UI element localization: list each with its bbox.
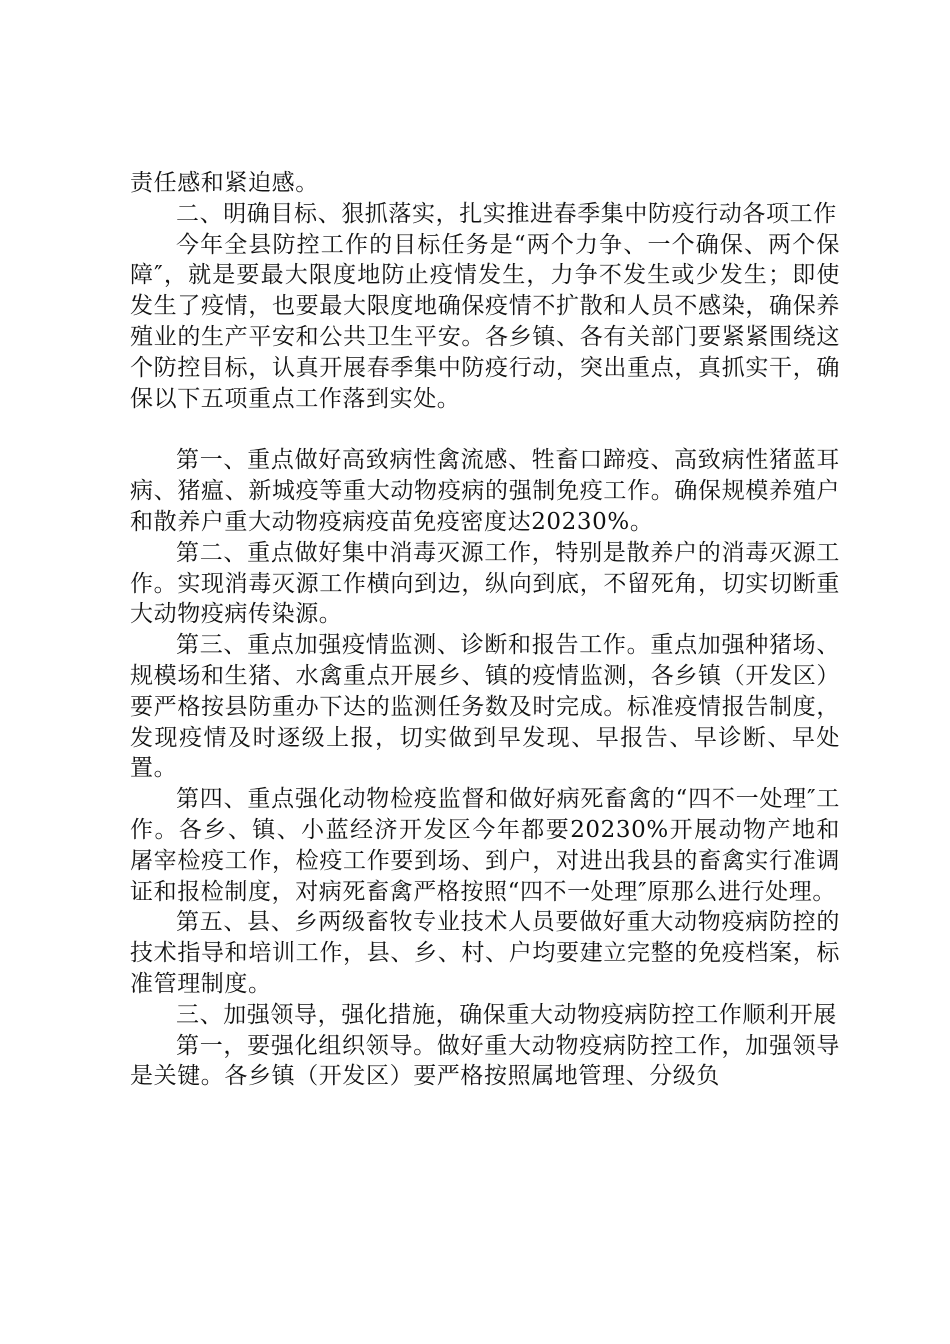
- paragraph-item-2: 第二、重点做好集中消毒灭源工作，特别是散养户的消毒灭源工作。实现消毒灭源工作横向到边，纵向到底，不留死角，切实切断重大动物疫病传染源。: [130, 539, 840, 628]
- paragraph-item-1: 第一、重点做好高致病性禽流感、牲畜口蹄疫、高致病性猪蓝耳病、猪瘟、新城疫等重大动物疫病的强制免疫工作。确保规模养殖户和散养户重大动物疫病疫苗免疫密度达20230%。: [130, 447, 840, 535]
- section-heading-3: 三、加强领导，强化措施，确保重大动物疫病防控工作顺利开展: [176, 1001, 837, 1028]
- section-heading-2: 二、明确目标、狠抓落实，扎实推进春季集中防疫行动各项工作: [176, 200, 837, 227]
- paragraph-item-4: 第四、重点强化动物检疫监督和做好病死畜禽的“四不一处理″工作。各乡、镇、小蓝经济开发区今年都要20230%开展动物产地和屠宰检疫工作，检疫工作要到场、到户，对进出我县的畜禽实行准调证和报检制度，对病死畜禽严格按照“四不一处理″原那么进行处理。: [130, 786, 840, 905]
- paragraph-leadership: 第一，要强化组织领导。做好重大动物疫病防控工作，加强领导是关键。各乡镇（开发区）要严格按照属地管理、分级负: [130, 1032, 840, 1090]
- paragraph-item-5: 第五、县、乡两级畜牧专业技术人员要做好重大动物疫病防控的技术指导和培训工作，县、乡、村、户均要建立完整的免疫档案，标准管理制度。: [130, 909, 840, 997]
- paragraph-item-3: 第三、重点加强疫情监测、诊断和报告工作。重点加强种猪场、规模场和生猪、水禽重点开展乡、镇的疫情监测，各乡镇（开发区）要严格按县防重办下达的监测任务数及时完成。标准疫情报告制度，发现疫情及时逐级上报，切实做到早发现、早报告、早诊断、早处置。: [130, 632, 840, 782]
- paragraph-continuation: 责任感和紧迫感。: [130, 170, 319, 196]
- paragraph-goals: 今年全县防控工作的目标任务是“两个力争、一个确保、两个保障″，就是要最大限度地防止疫情发生，力争不发生或少发生；即使发生了疫情，也要最大限度地确保疫情不扩散和人员不感染，确保养殖业的生产平安和公共卫生平安。各乡镇、各有关部门要紧紧围绕这个防控目标，认真开展春季集中防疫行动，突出重点，真抓实干，确保以下五项重点工作落到实处。: [130, 231, 840, 412]
- document-body: [130, 168, 840, 1092]
